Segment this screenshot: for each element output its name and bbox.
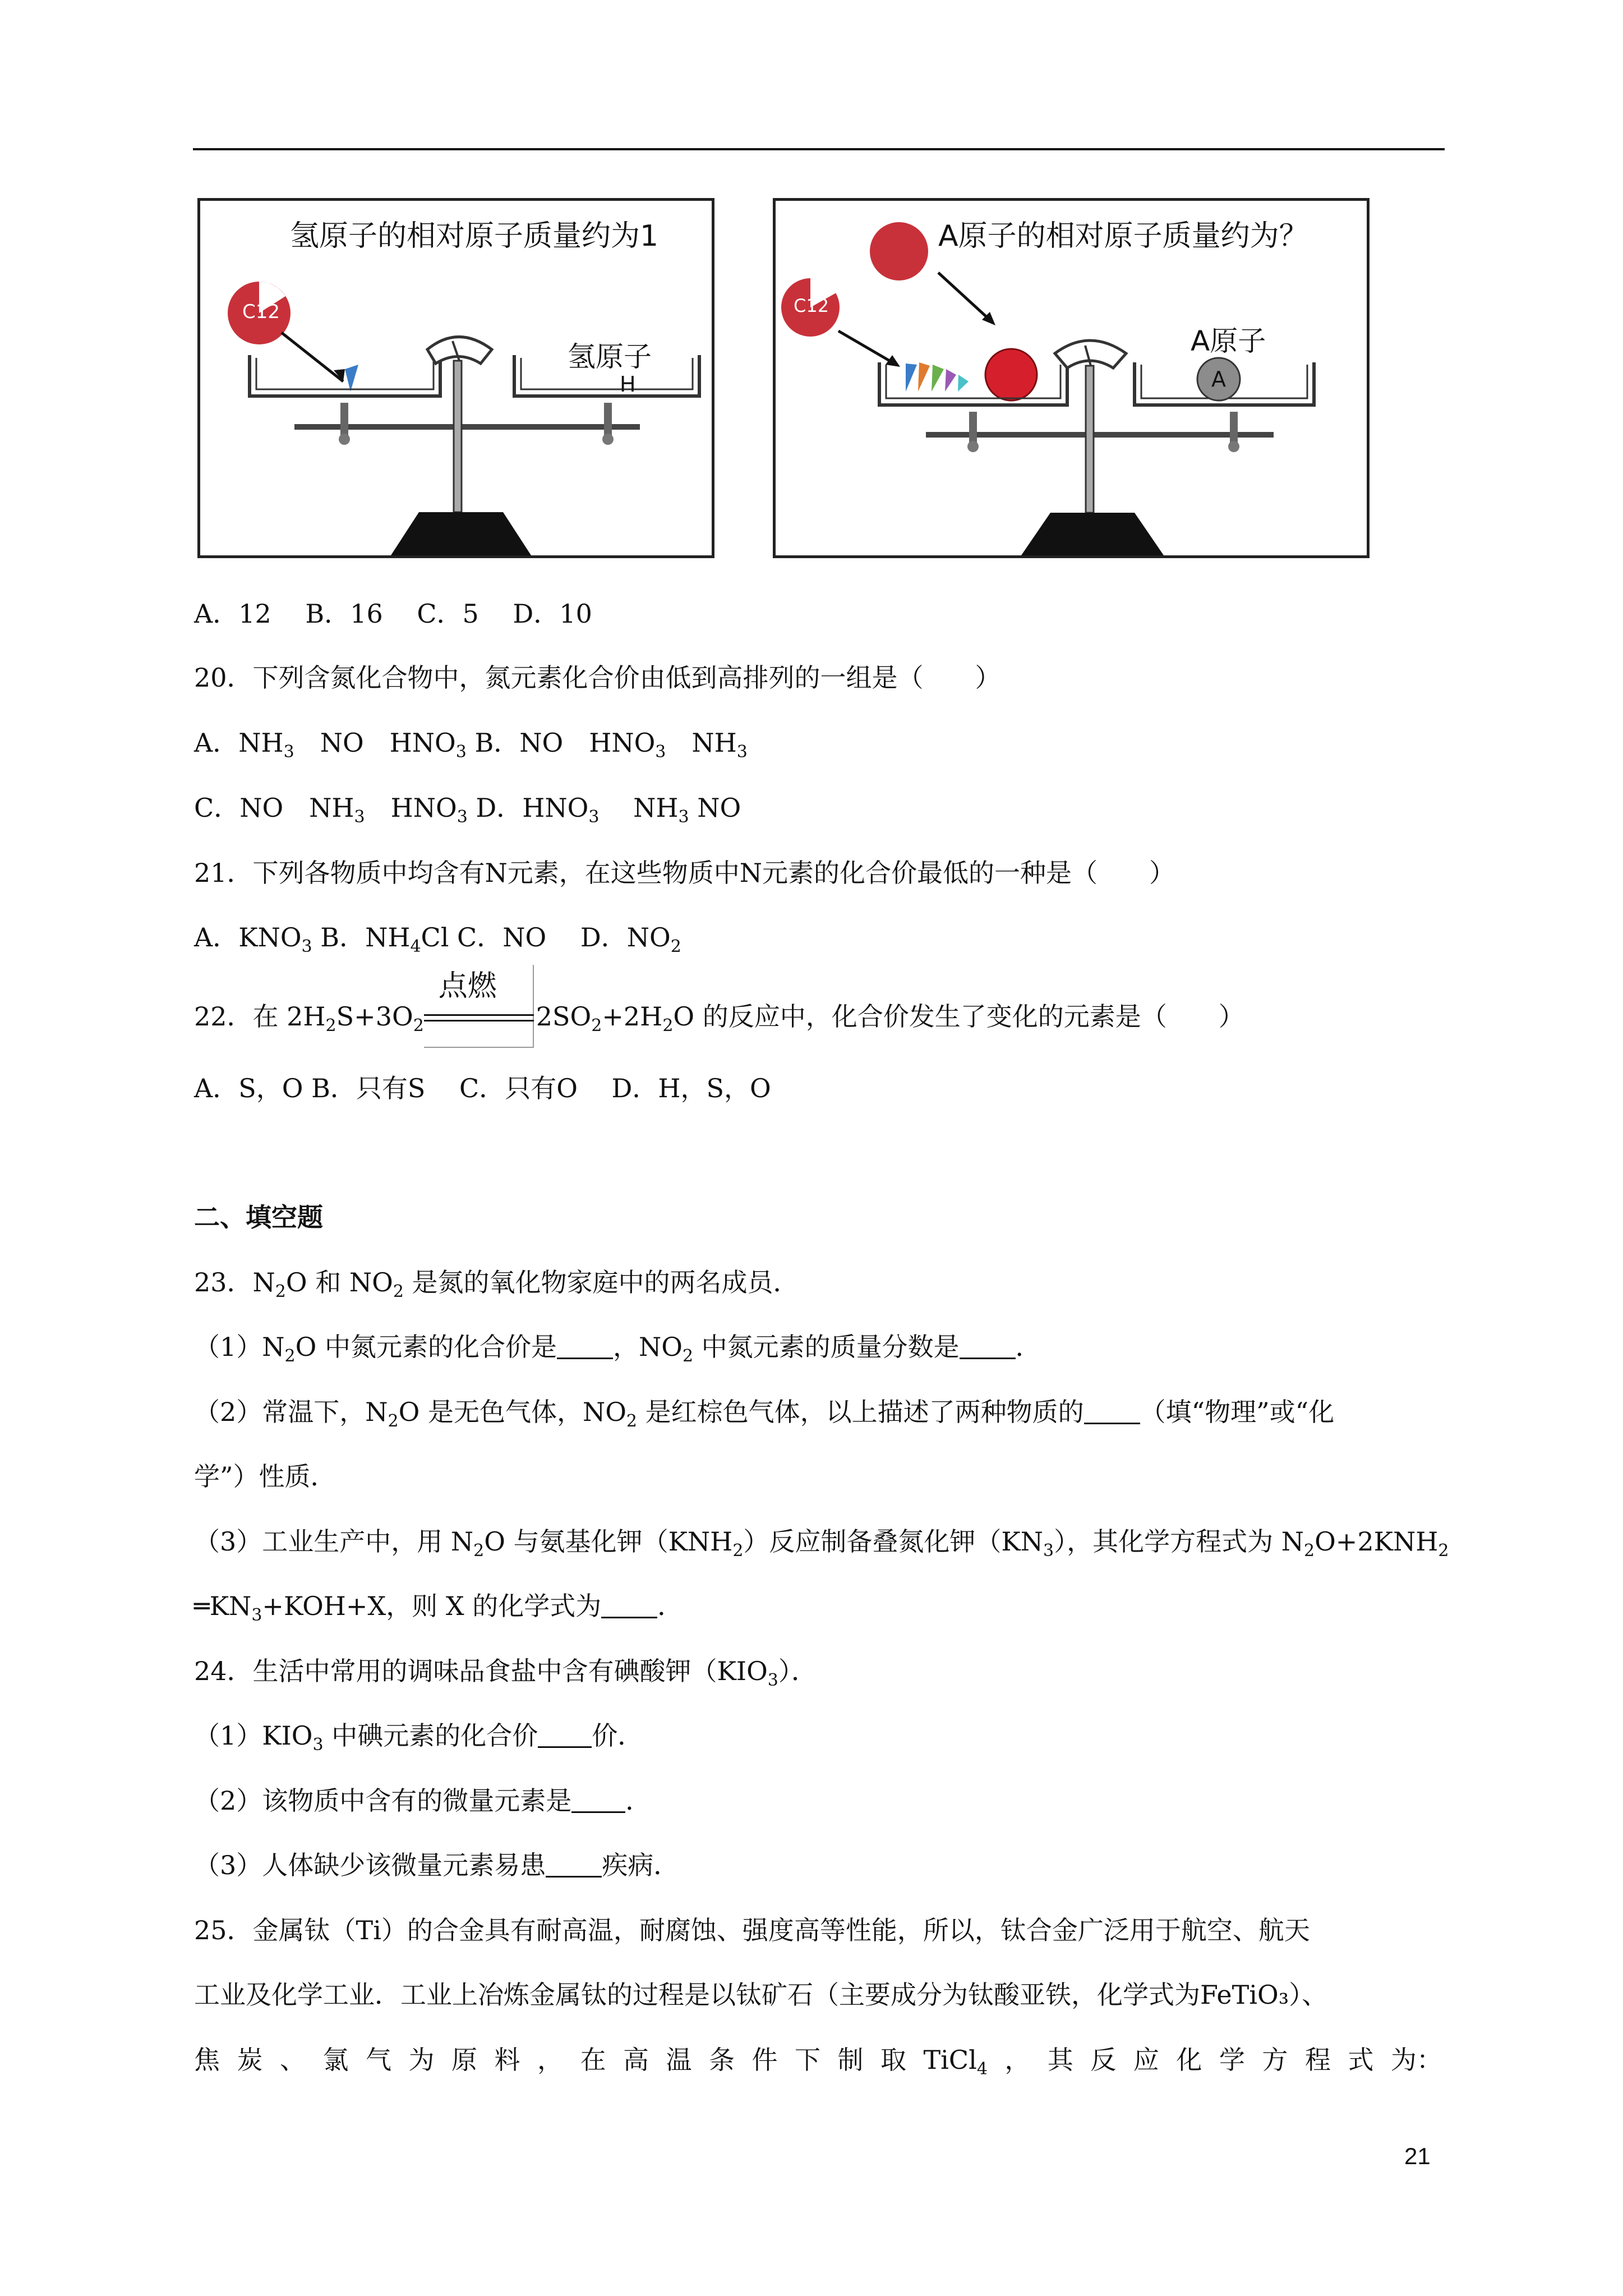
q24-part1: $(1)KIO_3$ 中碘元素的化合价 价． — [194, 1720, 644, 1755]
q25-line1: 25．金属钛（Ti）的合金具有耐高温，耐腐蚀、强度高等性能，所以，钛合金广泛用于航空、航天 — [194, 1915, 1310, 1945]
q20-options-ab: A．$NH_3$ NO $HNO_3$ B．NO $HNO_3$ $NH_3$ — [194, 728, 748, 762]
q23-part2-cont: 学”）性质． — [194, 1461, 336, 1492]
reaction-condition: 点燃 — [424, 997, 536, 1031]
q20-options-cd: C．NO $NH_3$ $HNO_3$ D．$HNO_3$ $NH_3$ NO — [194, 793, 741, 827]
q22-stem: 22．在 $2H_2S+3O_2$ 点燃 $2SO_2+2H_2O$ 的反应中，化合价发生了变化的元素是（ ） — [194, 997, 1244, 1032]
c12-label: C12 — [794, 295, 829, 316]
figure-a-atom-balance — [773, 198, 1370, 558]
figure-hydrogen-balance — [197, 198, 714, 558]
q25-line2: 工业及化学工业．工业上冶炼金属钛的过程是以钛矿石（主要成分为钛酸亚铁，化学式为FeTiO₃）、 — [194, 1980, 1328, 2010]
q23-part1: $(1)N_2O$ 中氮元素的化合价是 ，$NO_2$ 中氮元素的质量分数是 ． — [194, 1332, 1041, 1366]
figure-title: A原子的相对原子质量约为？ — [938, 219, 1308, 253]
balance-drawing — [776, 201, 1367, 555]
page-number: 21 — [1404, 2143, 1431, 2169]
c12-label: C12 — [242, 301, 280, 323]
q23-stem: 23．$N_2O$ 和 $NO_2$ 是氮的氧化物家庭中的两名成员． — [194, 1267, 799, 1301]
q25-line3: 焦 炭 、 氯 气 为 原 料 ， 在 高 温 条 件 下 制 取 TiCl$_4$ ， 其 反 应 化 学 方 程 式 为： — [194, 2045, 1442, 2079]
q20-stem: 20．下列含氮化合物中，氮元素化合价由低到高排列的一组是（ ） — [194, 662, 1001, 693]
hydrogen-symbol: H — [620, 372, 636, 397]
q23-part2: （2）常温下，$N_2O$ 是无色气体，$NO_2$ 是红棕色气体，以上描述了两种物质的 （填“物理”或“化 — [194, 1397, 1335, 1431]
q21-stem: 21．下列各物质中均含有N元素，在这些物质中N元素的化合价最低的一种是（ ） — [194, 858, 1175, 888]
q23-part3-cont: $═KN_3+KOH+X$，则 X 的化学式为 ． — [194, 1591, 684, 1625]
header-rule — [193, 148, 1445, 150]
hydrogen-atom-label: 氢原子 — [568, 341, 652, 373]
a-atom-label: A原子 — [1191, 325, 1266, 357]
q24-part3: （3）人体缺少该微量元素易患 疾病． — [194, 1850, 680, 1880]
q22-options: A．S，O B．只有S C．只有O D．H，S，O — [194, 1073, 771, 1103]
figure-title: 氢原子的相对原子质量约为1 — [290, 219, 659, 253]
q21-options: A．$KNO_3$ B．$NH_4Cl$ C．NO D．$NO_2$ — [194, 922, 681, 956]
q24-stem: 24．生活中常用的调味品食盐中含有碘酸钾$(KIO_3)$． — [194, 1656, 817, 1690]
section-heading: 二、填空题 — [194, 1202, 323, 1232]
q23-part3: （3）工业生产中，用 $N_2O$ 与氨基化钾$(KNH_2)$反应制备叠氮化钾$(KN_3)$，其化学方程式为 $N_2O+2KNH_2$ — [194, 1526, 1449, 1561]
a-atom-symbol: A — [1211, 367, 1226, 392]
q24-part2: （2）该物质中含有的微量元素是 ． — [194, 1786, 652, 1816]
q19-options: A．12 B．16 C．5 D．10 — [194, 599, 592, 629]
